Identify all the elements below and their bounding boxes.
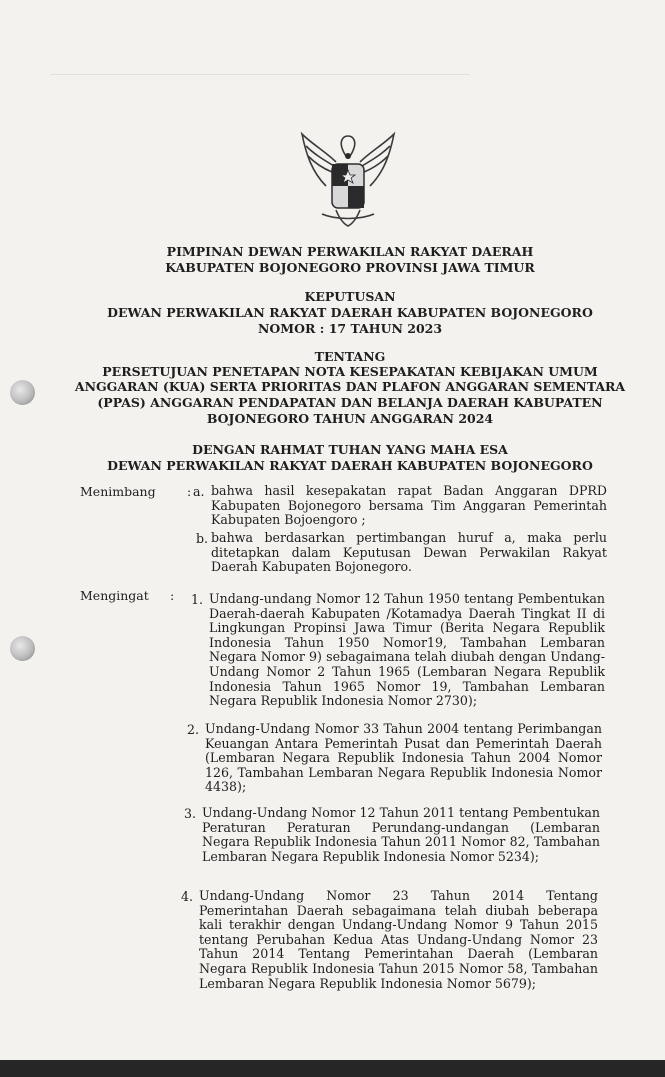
punch-hole-top bbox=[10, 380, 35, 405]
section-colon: : bbox=[170, 588, 175, 603]
legal-basis-item-1: Undang-undang Nomor 12 Tahun 1950 tentang Pembentukan Daerah-daerah Kabupaten /Kotamadya Daerah Tingkat II di Lingkungan Propinsi Jawa Timur (Berita Negara Republik Indonesia Tahun 1950 Nomor19, Tambahan Lembaran Negara Nomor 9) sebagaimana telah diubah dengan Undang-Undang Nomor 2 Tahun 1965 (Lembaran Negara Republik Indonesia Tahun 1965 Nomor 19, Tambahan Lembaran Negara Republik Indonesia Nomor 2730); bbox=[209, 591, 605, 709]
preamble-line: DENGAN RAHMAT TUHAN YANG MAHA ESA bbox=[192, 442, 508, 457]
subject-line: (PPAS) ANGGARAN PENDAPATAN DAN BELANJA DAERAH KABUPATEN bbox=[97, 395, 603, 410]
preamble-line: DEWAN PERWAKILAN RAKYAT DAERAH KABUPATEN BOJONEGORO bbox=[107, 458, 593, 473]
item-marker: 4. bbox=[181, 889, 194, 904]
institution-subtitle: KABUPATEN BOJONEGORO PROVINSI JAWA TIMUR bbox=[165, 260, 535, 275]
legal-basis-item-2: Undang-Undang Nomor 33 Tahun 2004 tentang Perimbangan Keuangan Antara Pemerintah Pusat dan Pemerintah Daerah (Lembaran Negara Republik Indonesia Tahun 2004 Nomor 126, Tambahan Lembaran Negara Republik Indonesia Nomor 4438); bbox=[205, 721, 602, 795]
decree-number: NOMOR : 17 TAHUN 2023 bbox=[257, 321, 443, 336]
subject-line: ANGGARAN (KUA) SERTA PRIORITAS DAN PLAFON ANGGARAN SEMENTARA bbox=[74, 379, 626, 394]
subject-line: PERSETUJUAN PENETAPAN NOTA KESEPAKATAN KEBIJAKAN UMUM bbox=[102, 364, 598, 379]
decree-issuer: DEWAN PERWAKILAN RAKYAT DAERAH KABUPATEN BOJONEGORO bbox=[107, 305, 593, 320]
section-label-menimbang: Menimbang bbox=[80, 484, 156, 499]
section-colon: : bbox=[187, 484, 192, 499]
legal-basis-item-3: Undang-Undang Nomor 12 Tahun 2011 tentang Pembentukan Peraturan Peraturan Perundang-undangan (Lembaran Negara Republik Indonesia Tahun 2011 Nomor 82, Tambahan Lembaran Negara Republik Indonesia Nomor 5234); bbox=[202, 805, 600, 864]
item-marker: a. bbox=[193, 484, 205, 499]
considering-item-a: bahwa hasil kesepakatan rapat Badan Anggaran DPRD Kabupaten Bojonegoro bersama Tim Anggaran Pemerintah Kabupaten Bojoengoro ; bbox=[211, 483, 607, 528]
institution-title: PIMPINAN DEWAN PERWAKILAN RAKYAT DAERAH bbox=[166, 244, 534, 259]
item-marker: b. bbox=[196, 531, 209, 546]
subject-line: BOJONEGORO TAHUN ANGGARAN 2024 bbox=[206, 411, 494, 426]
item-marker: 3. bbox=[184, 806, 197, 821]
punch-hole-bottom bbox=[10, 636, 35, 661]
item-marker: 1. bbox=[191, 592, 204, 607]
scanner-edge bbox=[0, 1060, 665, 1077]
decree-title: KEPUTUSAN bbox=[304, 289, 396, 304]
section-label-mengingat: Mengingat bbox=[80, 588, 149, 603]
item-marker: 2. bbox=[187, 722, 200, 737]
subject-heading: TENTANG bbox=[314, 349, 386, 364]
garuda-emblem-icon bbox=[296, 124, 400, 230]
scan-artifact bbox=[50, 74, 470, 75]
legal-basis-item-4: Undang-Undang Nomor 23 Tahun 2014 Tentang Pemerintahan Daerah sebagaimana telah diubah beberapa kali terakhir dengan Undang-Undang Nomor 9 Tahun 2015 tentang Perubahan Kedua Atas Undang-Undang Nomor 23 Tahun 2014 Tentang Pemerintahan Daerah (Lembaran Negara Republik Indonesia Tahun 2015 Nomor 58, Tambahan Lembaran Negara Republik Indonesia Nomor 5679); bbox=[199, 888, 598, 991]
considering-item-b: bahwa berdasarkan pertimbangan huruf a, maka perlu ditetapkan dalam Keputusan Dewan Perwakilan Rakyat Daerah Kabupaten Bojonegoro. bbox=[211, 530, 607, 575]
